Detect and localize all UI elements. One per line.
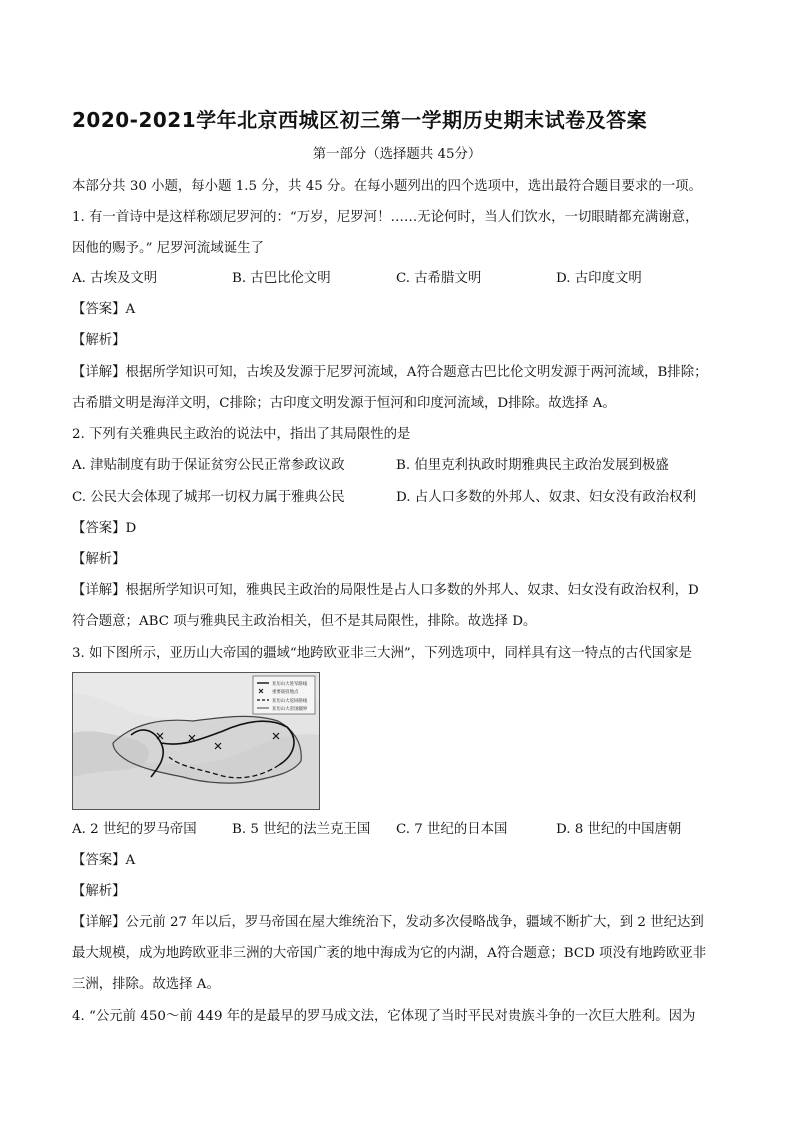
q1-option-b: B. 古巴比伦文明 <box>232 271 331 286</box>
q3-option-b: B. 5 世纪的法兰克王国 <box>232 822 371 837</box>
q1-detail-line2: 古希腊文明是海洋文明，C排除；古印度文明发源于恒河和印度河流域，D排除。故选择 A。 <box>72 396 616 411</box>
q3-answer: 【答案】A <box>72 853 136 868</box>
q3-option-c: C. 7 世纪的日本国 <box>396 822 508 837</box>
q2-option-a: A. 津贴制度有助于保证贫穷公民正常参政议政 <box>72 458 345 473</box>
q3-detail-line2: 最大规模，成为地跨欧亚非三洲的大帝国广袤的地中海成为它的内湖，A符合题意；BCD 项没有地跨欧亚非 <box>72 946 707 961</box>
map-legend-4: 亚历山大帝国疆界 <box>272 707 308 712</box>
q2-option-b: B. 伯里克利执政时期雅典民主政治发展到极盛 <box>396 458 669 473</box>
map-legend-2: 重要战役地点 <box>272 690 299 695</box>
q4-stem-line1: 4. “公元前 450～前 449 年的是最早的罗马成文法，它体现了当时平民对贵族斗争的一次巨大胜利。因为 <box>72 1009 696 1024</box>
q1-stem-line2: 因他的赐予。” 尼罗河流域诞生了 <box>72 241 264 256</box>
q3-analysis-label: 【解析】 <box>72 884 126 899</box>
q1-option-c: C. 古希腊文明 <box>396 271 482 286</box>
q2-detail-line2: 符合题意；ABC 项与雅典民主政治相关，但不是其局限性，排除。故选择 D。 <box>72 614 537 629</box>
q3-stem: 3. 如下图所示，亚历山大帝国的疆域“地跨欧亚非三大洲”，下列选项中，同样具有这一特点的古代国家是 <box>72 646 692 661</box>
q3-detail-line1: 【详解】公元前 27 年以后，罗马帝国在屋大维统治下，发动多次侵略战争，疆域不断扩大，到 2 世纪达到 <box>72 915 704 930</box>
q2-analysis-label: 【解析】 <box>72 552 126 567</box>
q1-option-d: D. 古印度文明 <box>556 271 642 286</box>
q2-answer: 【答案】D <box>72 521 137 536</box>
q1-stem-line1: 1. 有一首诗中是这样称颂尼罗河的：“万岁，尼罗河！……无论何时，当人们饮水，一切眼睛都充满谢意， <box>72 210 699 225</box>
q1-detail-line1: 【详解】根据所学知识可知，古埃及发源于尼罗河流域，A符合题意古巴比伦文明发源于两河流域，B排除； <box>72 365 708 380</box>
q3-option-a: A. 2 世纪的罗马帝国 <box>72 822 197 837</box>
instructions: 本部分共 30 小题，每小题 1.5 分，共 45 分。在每小题列出的四个选项中，选出最符合题目要求的一项。 <box>72 179 702 194</box>
q2-option-c: C. 公民大会体现了城邦一切权力属于雅典公民 <box>72 490 345 505</box>
alexander-empire-map <box>72 672 320 810</box>
q2-detail-line1: 【详解】根据所学知识可知，雅典民主政治的局限性是占人口多数的外邦人、奴隶、妇女没有政治权利，D <box>72 583 699 598</box>
q3-detail-line3: 三洲，排除。故选择 A。 <box>72 977 220 992</box>
q2-stem: 2. 下列有关雅典民主政治的说法中，指出了其局限性的是 <box>72 427 411 442</box>
q1-option-a: A. 古埃及文明 <box>72 271 158 286</box>
map-legend-1: 亚历山大进军路线 <box>272 682 308 687</box>
part-heading: 第一部分（选择题共 45分） <box>312 147 482 162</box>
map-legend-3: 亚历山大返回路线 <box>272 699 308 704</box>
q1-analysis-label: 【解析】 <box>72 333 126 348</box>
q2-option-d: D. 占人口多数的外邦人、奴隶、妇女没有政治权利 <box>396 490 696 505</box>
page-title: 2020-2021学年北京西城区初三第一学期历史期末试卷及答案 <box>72 108 648 132</box>
q1-answer: 【答案】A <box>72 302 136 317</box>
q3-option-d: D. 8 世纪的中国唐朝 <box>556 822 682 837</box>
